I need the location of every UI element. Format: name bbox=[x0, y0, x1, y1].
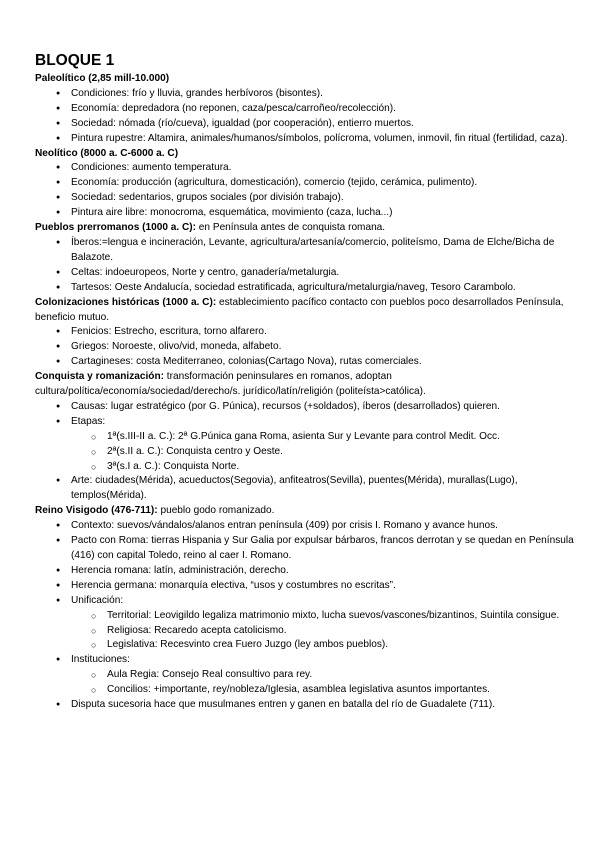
list-item: ● Condiciones: frío y lluvia, grandes herbívoros (bisontes). bbox=[35, 87, 575, 102]
section-heading: Paleolítico (2,85 mill-10.000) bbox=[35, 73, 170, 84]
list-item: ● Economía: depredadora (no reponen, caza/pesca/carroñeo/recolección). bbox=[35, 102, 575, 117]
section-heading: Conquista y romanización: bbox=[35, 371, 164, 383]
list-item: ● Sociedad: nómada (río/cueva), igualdad (por cooperación), entierro muertos. bbox=[35, 117, 575, 132]
section-intro: pueblo godo romanizado. bbox=[157, 505, 275, 517]
sublist-item: ○ Legislativa: Recesvinto crea Fuero Juzgo (ley ambos pueblos). bbox=[71, 638, 575, 653]
paleolitico-list bbox=[35, 87, 575, 147]
instituciones-label: Instituciones: bbox=[71, 654, 130, 666]
etapas-label: Etapas: bbox=[71, 415, 106, 427]
list-item: ● Arte: ciudades(Mérida), acueductos(Segovia), anfiteatros(Sevilla), puentes(Mérida), murallas(Lugo), templos(Mérida). bbox=[35, 474, 575, 504]
list-item-unificacion bbox=[35, 594, 575, 654]
list-item: ● Pintura aire libre: monocroma, esquemática, movimiento (caza, lucha...) bbox=[35, 206, 575, 221]
list-item: ● Pintura rupestre: Altamira, animales/humanos/símbolos, polícroma, volumen, inmovil, fin ritual (fertilidad, caza). bbox=[35, 132, 575, 147]
colonizaciones-list bbox=[35, 325, 575, 370]
section-heading: Pueblos prerromanos (1000 a. C): bbox=[35, 222, 196, 234]
sublist-item: ○ 3ª(s.I a. C.): Conquista Norte. bbox=[71, 460, 575, 475]
list-item: ● Fenicios: Estrecho, escritura, torno alfarero. bbox=[35, 325, 575, 340]
section-neolitico bbox=[35, 147, 575, 162]
list-item: ● Economía: producción (agricultura, domesticación), comercio (tejido, cerámica, pulimento). bbox=[35, 176, 575, 191]
list-item: ● Causas: lugar estratégico (por G. Púnica), recursos (+soldados), íberos (desarrollados) quieren. bbox=[35, 400, 575, 415]
sublist-item: ○ 1ª(s.III-II a. C.): 2ª G.Púnica gana Roma, asienta Sur y Levante para control Medit. Occ. bbox=[71, 430, 575, 445]
section-intro: transformación peninsulares en romanos, adoptan cultura/política/economía/sociedad/derecho/s. jurídico/latín/religión (politeísta>católica). bbox=[35, 371, 426, 398]
section-pueblos-prerromanos bbox=[35, 221, 575, 236]
section-intro: establecimiento pacífico contacto con pueblos poco desarrollados Península, beneficio mutuo. bbox=[35, 296, 564, 323]
list-item: ● Tartesos: Oeste Andalucía, sociedad estratificada, agricultura/metalurgia/naveg, Tesoro Carambolo. bbox=[35, 281, 575, 296]
etapas-sublist bbox=[35, 430, 575, 475]
document-page bbox=[35, 52, 575, 713]
list-item: ● Cartagineses: costa Mediterraneo, colonias(Cartago Nova), rutas comerciales. bbox=[35, 355, 575, 370]
list-item: ● Condiciones: aumento temperatura. bbox=[35, 161, 575, 176]
list-item: ● Herencia romana: latín, administración, derecho. bbox=[35, 564, 575, 579]
section-conquista bbox=[35, 370, 575, 400]
instituciones-sublist bbox=[35, 668, 575, 698]
list-item: ● Contexto: suevos/vándalos/alanos entran península (409) por crisis I. Romano y avance hunos. bbox=[35, 519, 575, 534]
list-item: ● Herencia germana: monarquía electiva, “usos y costumbres no escritas”. bbox=[35, 579, 575, 594]
list-item: ● Celtas: indoeuropeos, Norte y centro, ganadería/metalurgia. bbox=[35, 266, 575, 281]
prerromanos-list bbox=[35, 236, 575, 296]
list-item-etapas bbox=[35, 415, 575, 475]
visigodo-list bbox=[35, 519, 575, 713]
list-item-instituciones bbox=[35, 653, 575, 698]
section-heading: Neolítico (8000 a. C-6000 a. C) bbox=[35, 147, 179, 159]
unificacion-label: Unificación: bbox=[71, 594, 124, 606]
section-heading: Colonizaciones históricas (1000 a. C): bbox=[35, 296, 217, 308]
section-paleolitico bbox=[35, 72, 575, 87]
section-intro: en Península antes de conquista romana. bbox=[196, 222, 386, 234]
sublist-item: ○ Aula Regia: Consejo Real consultivo para rey. bbox=[71, 668, 575, 683]
section-colonizaciones bbox=[35, 296, 575, 326]
list-item: ● Pacto con Roma: tierras Hispania y Sur Galia por expulsar bárbaros, francos derrotan y se quedan en Península (416) con capital Toledo, reino al caer I. Romano. bbox=[35, 534, 575, 564]
conquista-list bbox=[35, 400, 575, 504]
unificacion-sublist bbox=[35, 609, 575, 654]
list-item: ● Disputa sucesoria hace que musulmanes entren y ganen en batalla del río de Guadalete (711). bbox=[35, 698, 575, 713]
neolitico-list bbox=[35, 161, 575, 221]
sublist-item: ○ 2ª(s.II a. C.): Conquista centro y Oeste. bbox=[71, 445, 575, 460]
list-item: ● Griegos: Noroeste, olivo/vid, moneda, alfabeto. bbox=[35, 340, 575, 355]
sublist-item: ○ Territorial: Leovigildo legaliza matrimonio mixto, lucha suevos/vascones/bizantinos, Suintila consigue. bbox=[71, 609, 575, 624]
section-heading: Reino Visigodo (476-711): bbox=[35, 505, 158, 517]
list-item: ● Íberos:=lengua e incineración, Levante, agricultura/artesanía/comercio, politeísmo, Dama de Elche/Bicha de Balazote. bbox=[35, 236, 575, 266]
page-title: BLOQUE 1 bbox=[35, 52, 115, 69]
section-visigodo bbox=[35, 504, 575, 519]
list-item: ● Sociedad: sedentarios, grupos sociales (por división trabajo). bbox=[35, 191, 575, 206]
sublist-item: ○ Religiosa: Recaredo acepta catolicismo. bbox=[71, 624, 575, 639]
sublist-item: ○ Concilios: +importante, rey/nobleza/Iglesia, asamblea legislativa asuntos importantes. bbox=[71, 683, 575, 698]
